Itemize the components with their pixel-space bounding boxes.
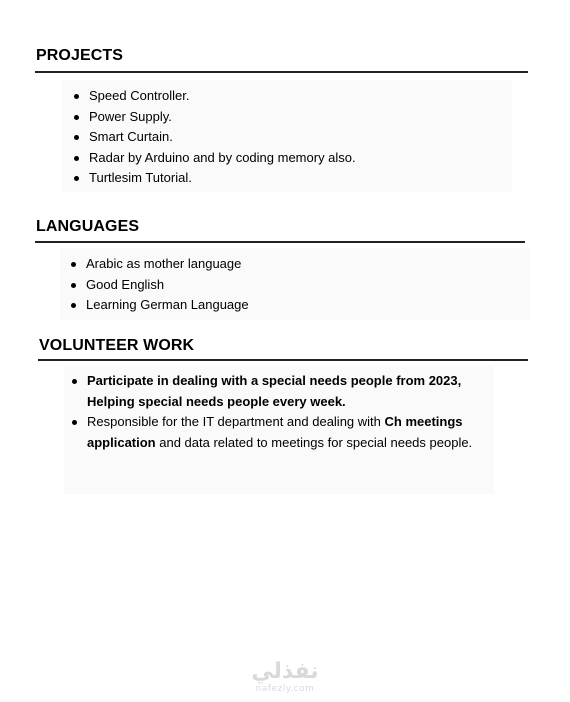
volunteer-item-2-text-end: and data related to meetings for special needs people. — [155, 434, 473, 450]
list-item: Arabic as mother language — [69, 254, 509, 275]
watermark-arabic: نفذلي — [251, 659, 319, 684]
list-item — [70, 412, 490, 453]
languages-heading: LANGUAGES — [36, 218, 140, 235]
volunteer-item-2-app-name: Ch meetings application — [87, 414, 463, 450]
list-item: Speed Controller. — [72, 86, 502, 107]
list-item: Smart Curtain. — [72, 127, 502, 148]
volunteer-item-2-text: Responsible for the IT department and dealing with — [87, 414, 385, 430]
list-item: Turtlesim Tutorial. — [72, 168, 502, 189]
watermark-url: nafezly.com — [255, 684, 315, 694]
list-item: Good English — [69, 275, 509, 296]
list-item: Power Supply. — [72, 107, 502, 128]
list-item — [70, 371, 490, 412]
languages-list — [69, 254, 509, 316]
watermark-logo — [250, 660, 320, 694]
projects-list — [72, 86, 502, 189]
volunteer-item-1-text: Participate in dealing with a special needs people from 2023, Helping special needs people every week. — [87, 373, 462, 409]
list-item: Radar by Arduino and by coding memory also. — [72, 148, 502, 169]
list-item: Learning German Language — [69, 295, 509, 316]
languages-divider — [35, 241, 525, 243]
volunteer-list — [70, 371, 490, 453]
volunteer-divider — [38, 359, 528, 361]
projects-divider — [35, 71, 528, 73]
volunteer-heading: VOLUNTEER WORK — [39, 337, 195, 354]
projects-heading: PROJECTS — [36, 47, 124, 64]
